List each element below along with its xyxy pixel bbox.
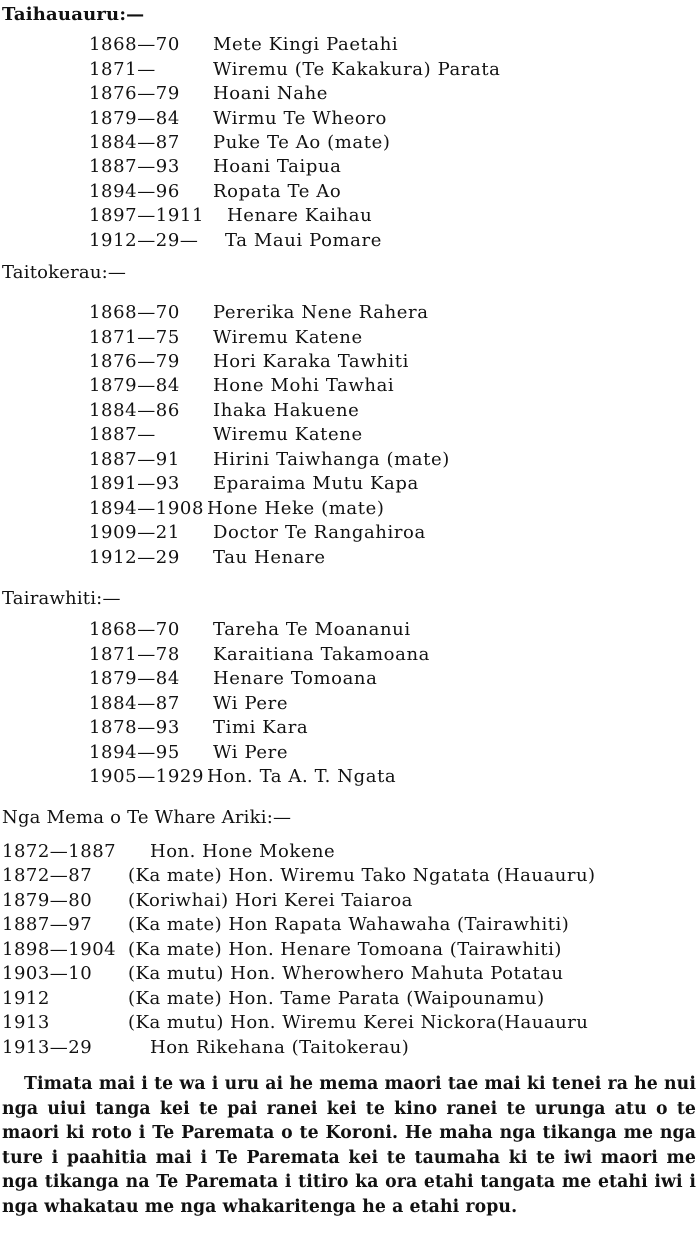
list-item: 1894—95 Wi Pere (89, 742, 289, 763)
body-paragraph-text: Timata mai i te wa i uru ai he mema maori tae mai ki tenei ra he nui nga uiui tanga kei te pai ranei kei te kino ranei te urunga atu o te maori ki roto i Te Paremata o te Koroni. He maha nga tikanga me nga ture i paahitia mai i Te Paremata kei te taumaha ki te iwi maori me nga tikanga na Te Paremata i titiro ka ora etahi tangata me etahi iwi i nga whakatau me nga whakaritenga he a etahi ropu. (2, 1074, 696, 1217)
list-item: 1878—93 Timi Kara (89, 717, 309, 738)
list-item: 1897—1911 Henare Kaihau (89, 205, 373, 226)
list-item: 1868—70 Tareha Te Moananui (89, 619, 411, 640)
list-item: 1905—1929 Hon. Ta A. T. Ngata (89, 766, 397, 787)
list-item: 1868—70 Mete Kingi Paetahi (89, 34, 399, 55)
list-item: 1879—84 Hone Mohi Tawhai (89, 375, 395, 396)
section-heading-tairawhiti: Tairawhiti:— (2, 588, 121, 609)
body-paragraph (2, 1072, 696, 1220)
list-item: 1876—79 Hori Karaka Tawhiti (89, 351, 409, 372)
list-item: 1887— Wiremu Katene (89, 424, 363, 445)
list-item: 1912—29— Ta Maui Pomare (89, 230, 382, 251)
section-heading-taitokerau: Taitokerau:— (2, 262, 127, 283)
list-item: 1894—96 Ropata Te Ao (89, 181, 342, 202)
list-item: 1887—91 Hirini Taiwhanga (mate) (89, 449, 450, 470)
list-item: 1871—75 Wiremu Katene (89, 327, 363, 348)
list-item: 1879—84 Henare Tomoana (89, 668, 378, 689)
list-item: 1894—1908 Hone Heke (mate) (89, 498, 385, 519)
list-item: 1884—87 Puke Te Ao (mate) (89, 132, 391, 153)
list-item: 1871—78 Karaitiana Takamoana (89, 644, 430, 665)
section-heading-taihauauru: Taihauauru:— (2, 4, 145, 25)
list-item: 1871— Wiremu (Te Kakakura) Parata (89, 59, 501, 80)
list-item: 1884—87 Wi Pere (89, 693, 289, 714)
list-item: 1887—93 Hoani Taipua (89, 156, 342, 177)
list-item: 1912—29 Tau Henare (89, 547, 326, 568)
list-item: 1891—93 Eparaima Mutu Kapa (89, 473, 419, 494)
section-heading-whare-ariki: Nga Mema o Te Whare Ariki:— (2, 807, 292, 828)
list-item: 1879—84 Wirmu Te Wheoro (89, 108, 387, 129)
list-item: 1909—21 Doctor Te Rangahiroa (89, 522, 426, 543)
list-item: 1868—70 Pererika Nene Rahera (89, 302, 429, 323)
list-item: 1876—79 Hoani Nahe (89, 83, 329, 104)
document-page: Taihauauru:— 1868—70 Mete Kingi Paetahi 1871— Wiremu (Te Kakakura) Parata 1876—79 Hoani Nahe 1879—84 Wirmu Te Wheoro 1884—87 Puke Te Ao (mate) 1887—93 Hoani Taipua 1894—96 Ropata Te Ao 1897—1911 Henare Kaihau 1912—29— Ta Maui Pomare Taitokerau:— 1868—70 Pererika Nene Rahera 1871—75 Wiremu Katene 1876—79 Hori Karaka Tawhiti 1879—84 Hone Mohi Tawhai 1884—86 Ihaka Hakuene 1887— Wiremu Katene 1887—91 Hirini Taiwhanga (mate) 1891—93 Eparaima Mutu Kapa 1894—1908 Hone Heke (mate) 1909—21 Doctor Te Rangahiroa 1912—29 Tau Henare Tairawhiti:— 1868—70 Tareha Te Moananui 1871—78 Karaitiana Takamoana 1879—84 Henare Tomoana 1884—87 Wi Pere 1878—93 Timi Kara 1894—95 Wi Pere 1905—1929 Hon. Ta A. T. Ngata Nga Mema o Te Whare Ariki:— 1872—1887 Hon. Hone Mokene 1872—87 (Ka mate) Hon. Wiremu Tako Ngatata (Hauauru) 1879—80 (Koriwhai) Hori Kerei Taiaroa 1887—97 (Ka mate) Hon Rapata Wahawaha (Tairawhiti) 1898—1904 (Ka mate) Hon. Henare Tomoana (Tairawhiti) 1903—10 (Ka mutu) Hon. Wherowhero Mahuta Potatau 1912 (Ka mate) Hon. Tame Parata (Waipounamu) 1913 (Ka mutu) Hon. Wiremu Kerei Nickora(Hauauru 1913—29 Hon Rikehana (Taitokerau) Timata mai i te wa i uru ai he mema maori tae mai ki tenei ra he nui nga uiui tanga kei te pai ranei kei te kino ranei te urunga atu o te maori ki roto i Te Paremata o te Koroni. He maha nga tikanga me nga ture i paahitia mai i Te Paremata kei te taumaha ki te iwi maori me nga tikanga na Te Paremata i titiro ka ora etahi tangata me etahi iwi i nga whakatau me nga whakaritenga he a etahi ropu. (0, 0, 700, 1245)
list-item: 1884—86 Ihaka Hakuene (89, 400, 360, 421)
